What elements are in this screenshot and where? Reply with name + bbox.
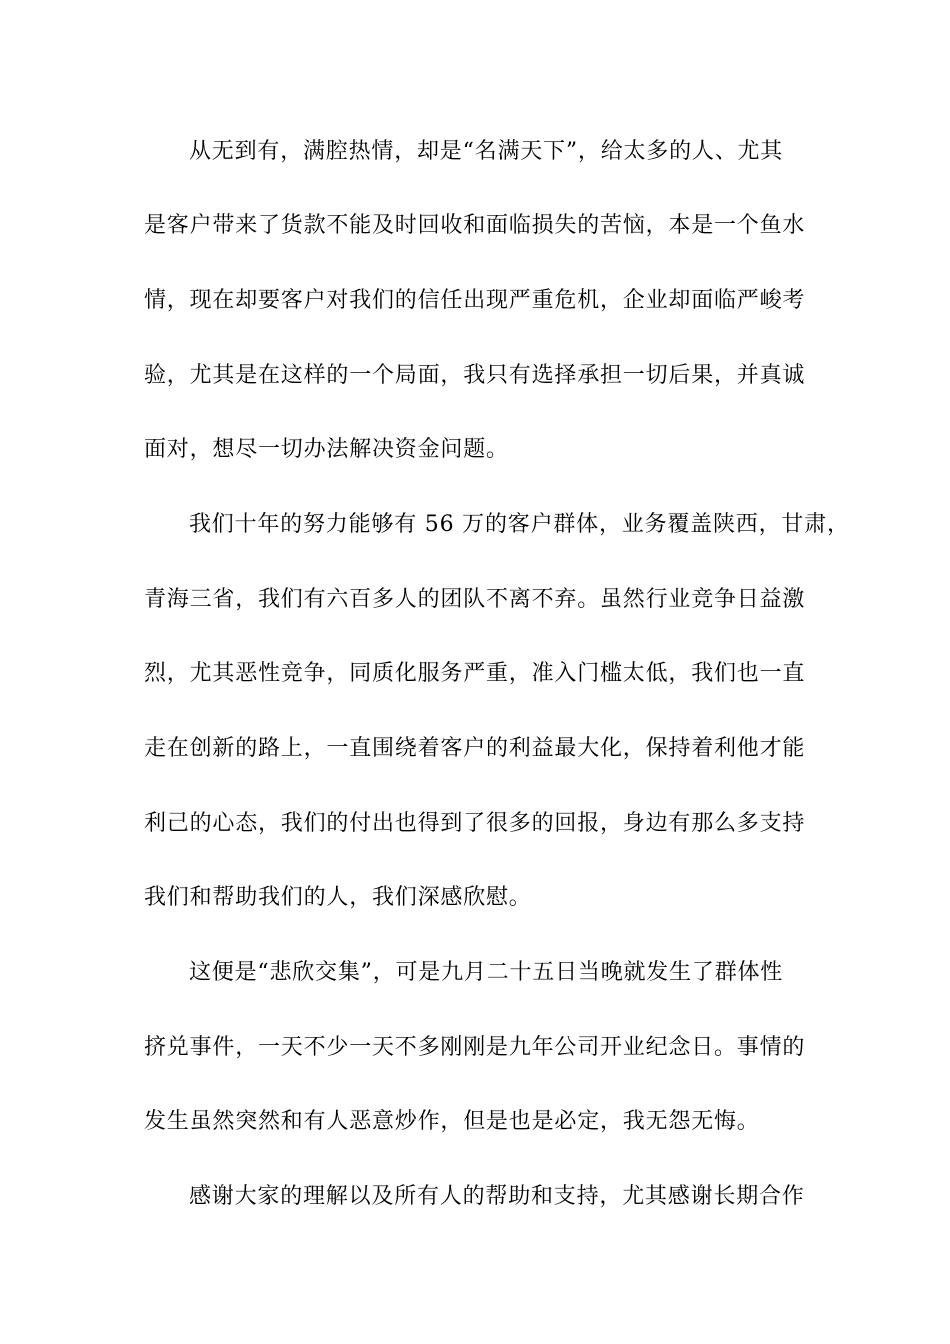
- paragraph-2-line-6: 我们和帮助我们的人，我们深感欣慰。: [144, 885, 532, 910]
- paragraph-2-line-1: 我们十年的努力能够有 56 万的客户群体，业务覆盖陕西，甘肃，: [189, 512, 850, 537]
- paragraph-1-line-5: 面对，想尽一切办法解决资金问题。: [144, 437, 509, 462]
- paragraph-2-line-5: 利己的心态，我们的付出也得到了很多的回报，身边有那么多支持: [144, 811, 806, 836]
- paragraph-3-line-1: 这便是“悲欣交集”，可是九月二十五日当晚就发生了群体性: [189, 960, 784, 985]
- paragraph-1-line-3: 情，现在却要客户对我们的信任出现严重危机，企业却面临严峻考: [144, 288, 806, 313]
- paragraph-1-line-1: 从无到有，满腔热情，却是“名满天下”，给太多的人、尤其: [189, 139, 784, 164]
- paragraph-4-line-1: 感谢大家的理解以及所有人的帮助和支持，尤其感谢长期合作: [189, 1184, 805, 1209]
- paragraph-2-line-2: 青海三省，我们有六百多人的团队不离不弃。虽然行业竞争日益激: [144, 587, 806, 612]
- paragraph-1-line-4: 验，尤其是在这样的一个局面，我只有选择承担一切后果，并真诚: [144, 363, 806, 388]
- paragraph-3-line-2: 挤兑事件，一天不少一天不多刚刚是九年公司开业纪念日。事情的: [144, 1035, 806, 1060]
- paragraph-3-line-3: 发生虽然突然和有人恶意炒作，但是也是必定，我无怨无悔。: [144, 1109, 760, 1134]
- paragraph-2-line-3: 烈，尤其恶性竞争，同质化服务严重，准入门槛太低，我们也一直: [144, 661, 806, 686]
- paragraph-2-line-4: 走在创新的路上，一直围绕着客户的利益最大化，保持着利他才能: [144, 736, 806, 761]
- paragraph-1-line-2: 是客户带来了货款不能及时回收和面临损失的苦恼，本是一个鱼水: [144, 213, 806, 238]
